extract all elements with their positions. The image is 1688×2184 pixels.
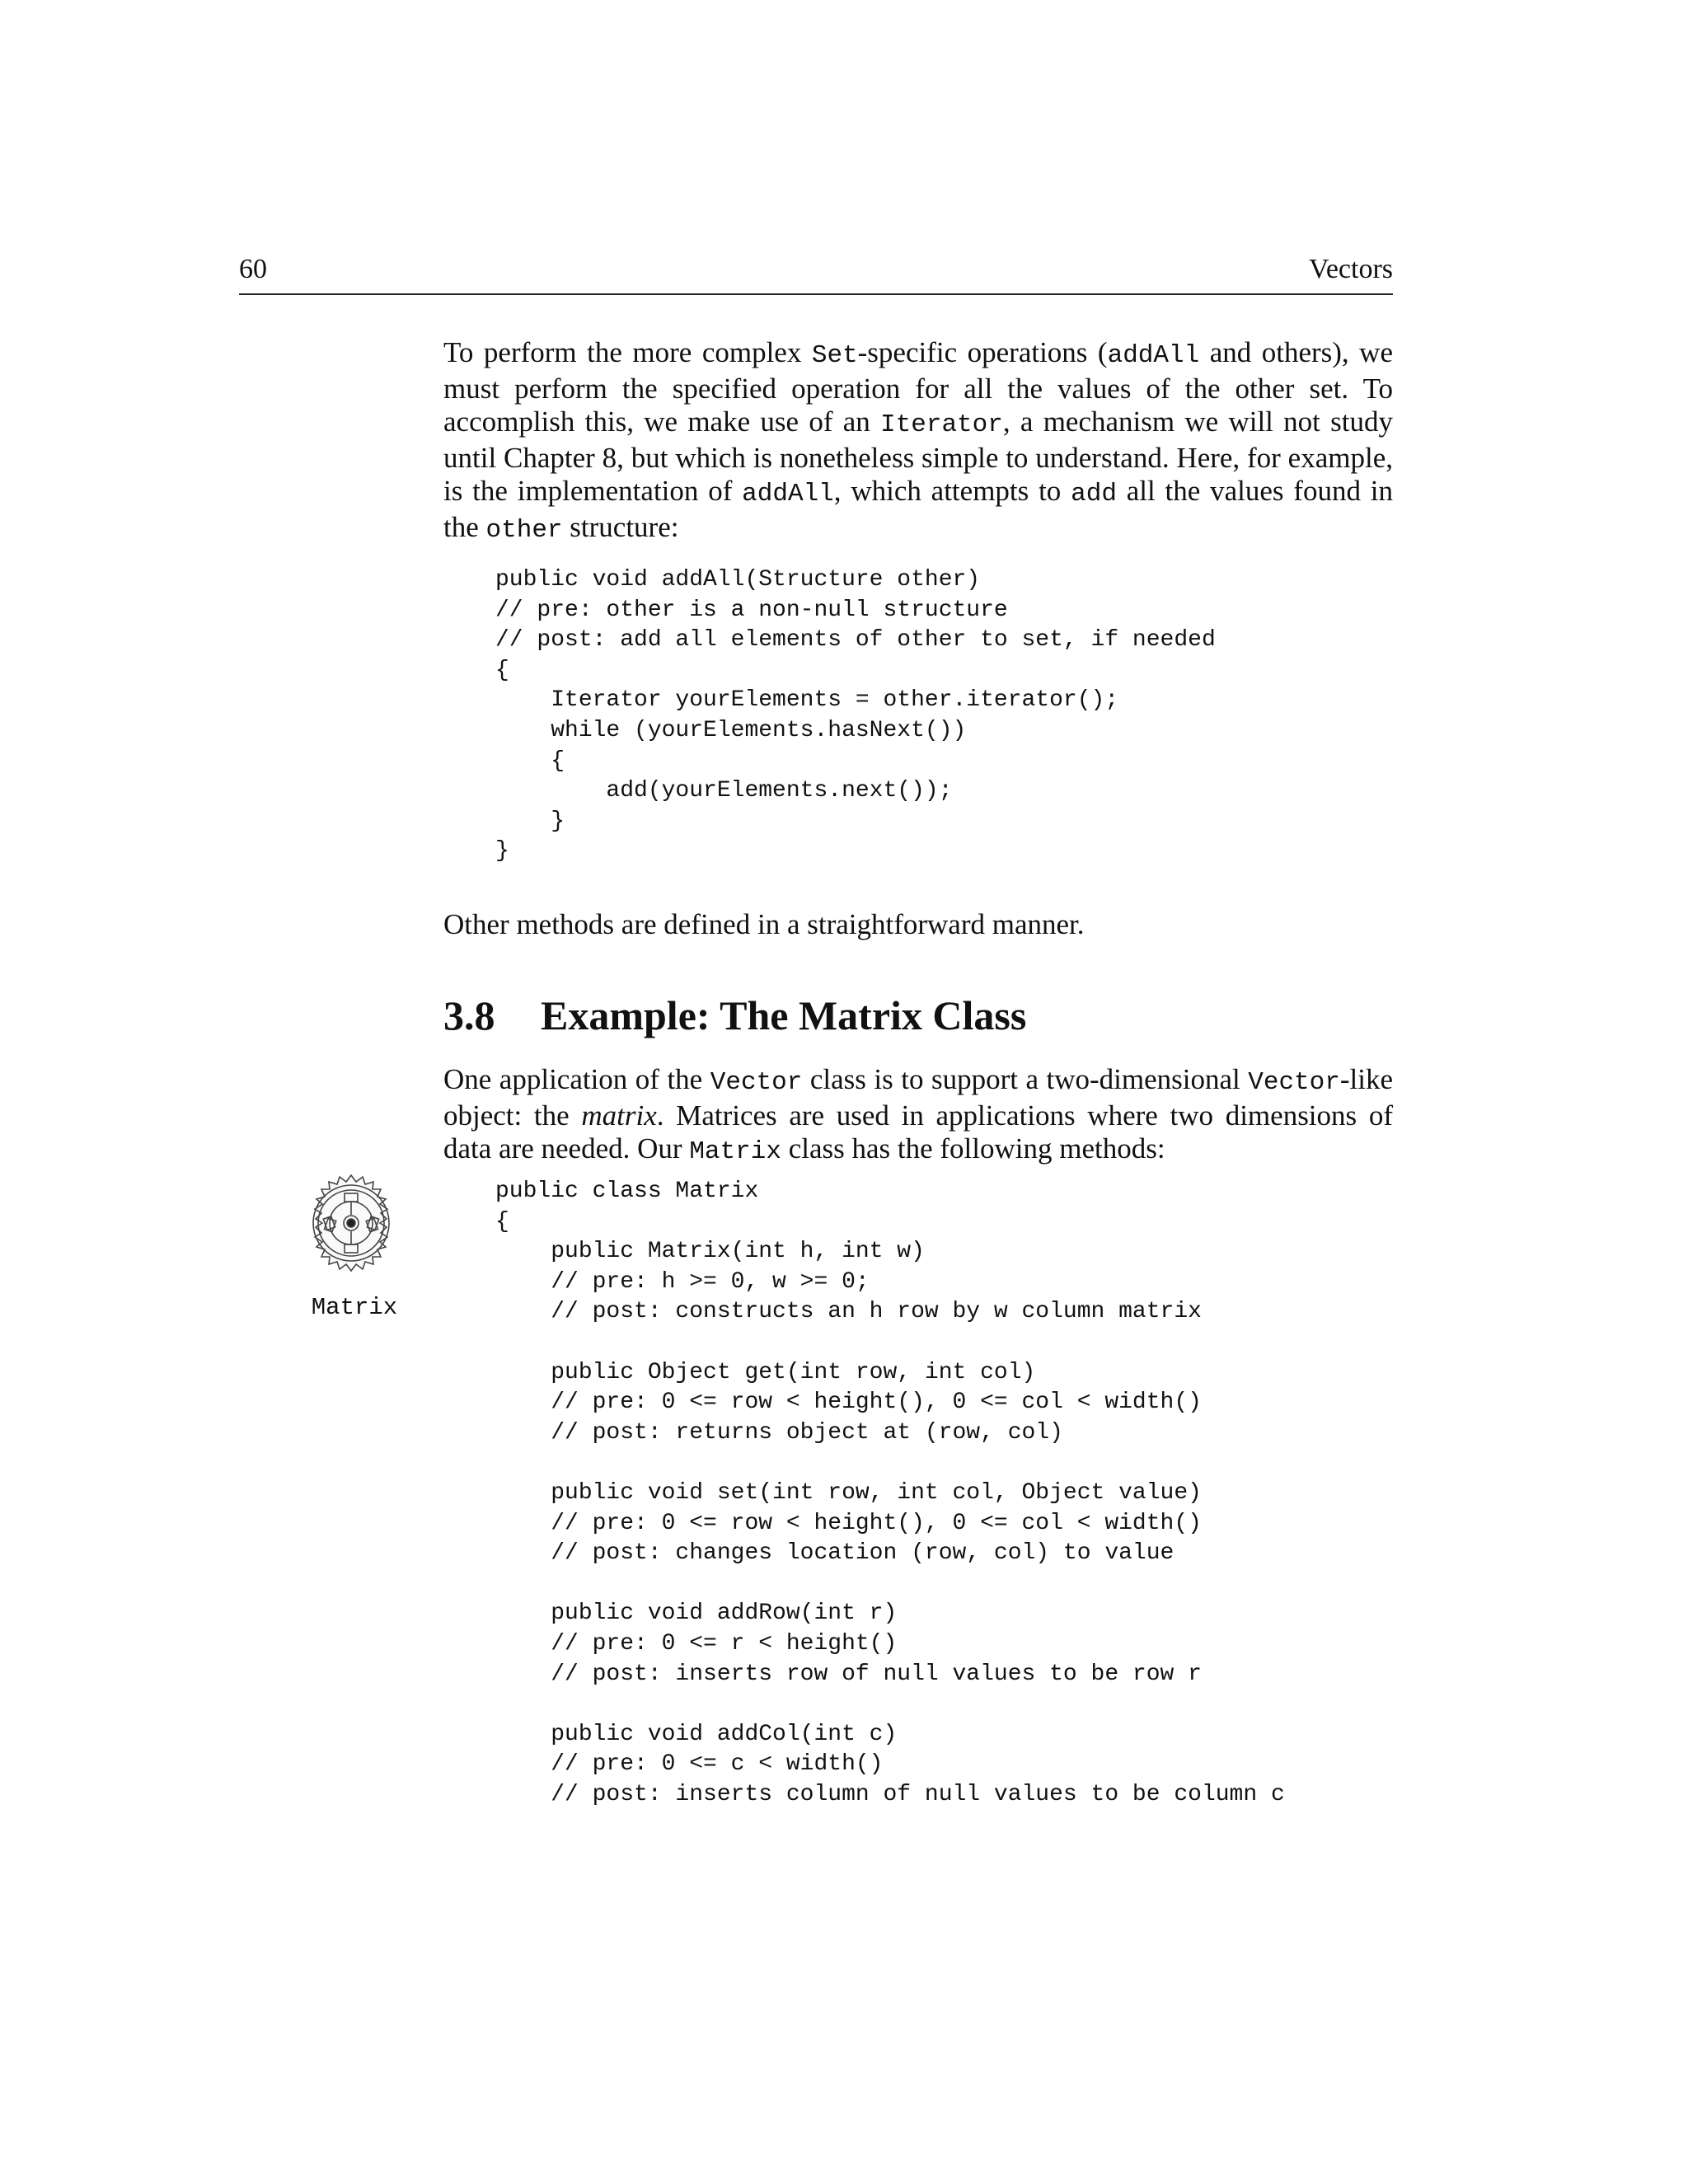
page-number: 60 (239, 254, 267, 284)
code-line: // pre: 0 <= row < height(), 0 <= col < width() (495, 1510, 1202, 1536)
emphasis: matrix (581, 1099, 657, 1132)
text-run: class has the following methods: (781, 1132, 1165, 1165)
text-run: , which attempts to (833, 475, 1071, 507)
code-line: public void addRow(int r) (495, 1601, 898, 1627)
text-run: and others), we must perform the specified operation for all the values of the other set. To accomplish this, we make use of an (443, 336, 1393, 438)
code-line: { (495, 748, 565, 774)
code-inline: other (485, 516, 563, 545)
text-run: One application of the (443, 1063, 710, 1095)
code-line: public class Matrix (495, 1179, 759, 1204)
code-line: // post: constructs an h row by w column matrix (495, 1299, 1202, 1325)
running-head (239, 254, 1393, 295)
text-run: -like object: the (443, 1063, 1393, 1132)
code-line: public Object get(int row, int col) (495, 1359, 1036, 1385)
code-inline: addAll (742, 480, 834, 509)
code-line: public void addCol(int c) (495, 1721, 898, 1747)
code-line: public void addAll(Structure other) (495, 567, 981, 593)
code-line: // post: inserts column of null values to be column c (495, 1781, 1285, 1807)
section-number: 3.8 (443, 992, 495, 1038)
text-run: . Matrices are used in applications where two dimensions of data are needed. Our (443, 1099, 1393, 1165)
code-line: while (yourElements.hasNext()) (495, 717, 967, 743)
section-title: Example: The Matrix Class (541, 992, 1027, 1038)
text-run: all the values found in the (443, 475, 1393, 543)
margin-label: Matrix (311, 1294, 398, 1321)
code-line: add(yourElements.next()); (495, 778, 953, 804)
text-run: To perform the more complex (443, 336, 812, 368)
text-run: , a mechanism we will not study until Chapter 8, but which is nonetheless simple to understand. Here, for example, is the implementation of (443, 405, 1393, 507)
code-line: // post: returns object at (row, col) (495, 1419, 1063, 1446)
code-line: // post: changes location (row, col) to value (495, 1540, 1175, 1567)
code-listing-matrix (495, 1177, 1285, 1810)
code-inline: Iterator (880, 410, 1003, 439)
code-line: // pre: h >= 0, w >= 0; (495, 1268, 870, 1295)
code-inline: Matrix (689, 1137, 781, 1166)
code-inline: addAll (1107, 341, 1200, 370)
code-line: // pre: 0 <= row < height(), 0 <= col < width() (495, 1390, 1202, 1416)
code-line: public Matrix(int h, int w) (495, 1239, 925, 1265)
code-line: { (495, 1208, 509, 1235)
text-run: class is to support a two-dimensional (802, 1063, 1249, 1095)
code-line: // post: inserts row of null values to be row r (495, 1661, 1202, 1687)
code-line: { (495, 657, 509, 683)
code-line: } (495, 808, 565, 834)
code-line: } (495, 838, 509, 865)
gear-icon (301, 1173, 401, 1273)
code-line: // pre: 0 <= r < height() (495, 1630, 898, 1657)
paragraph-intro (443, 336, 1393, 547)
paragraph-other-methods: Other methods are defined in a straightforward manner. (443, 908, 1085, 940)
code-inline: Vector (710, 1068, 803, 1097)
code-inline: add (1071, 480, 1117, 509)
paragraph-matrix-intro (443, 1063, 1393, 1169)
code-inline: Vector (1248, 1068, 1340, 1097)
code-line: // pre: 0 <= c < width() (495, 1751, 884, 1778)
code-inline: Set (811, 341, 858, 370)
code-line: // post: add all elements of other to set, if needed (495, 627, 1216, 654)
text-run: structure: (562, 511, 679, 543)
section-heading (443, 991, 1026, 1040)
text-run: -specific operations ( (857, 336, 1108, 368)
code-listing-addall (495, 565, 1216, 867)
code-line: // pre: other is a non-null structure (495, 597, 1008, 623)
chapter-title: Vectors (1309, 254, 1393, 284)
code-line: Iterator yourElements = other.iterator(); (495, 687, 1119, 714)
code-line: public void set(int row, int col, Object value) (495, 1479, 1202, 1506)
